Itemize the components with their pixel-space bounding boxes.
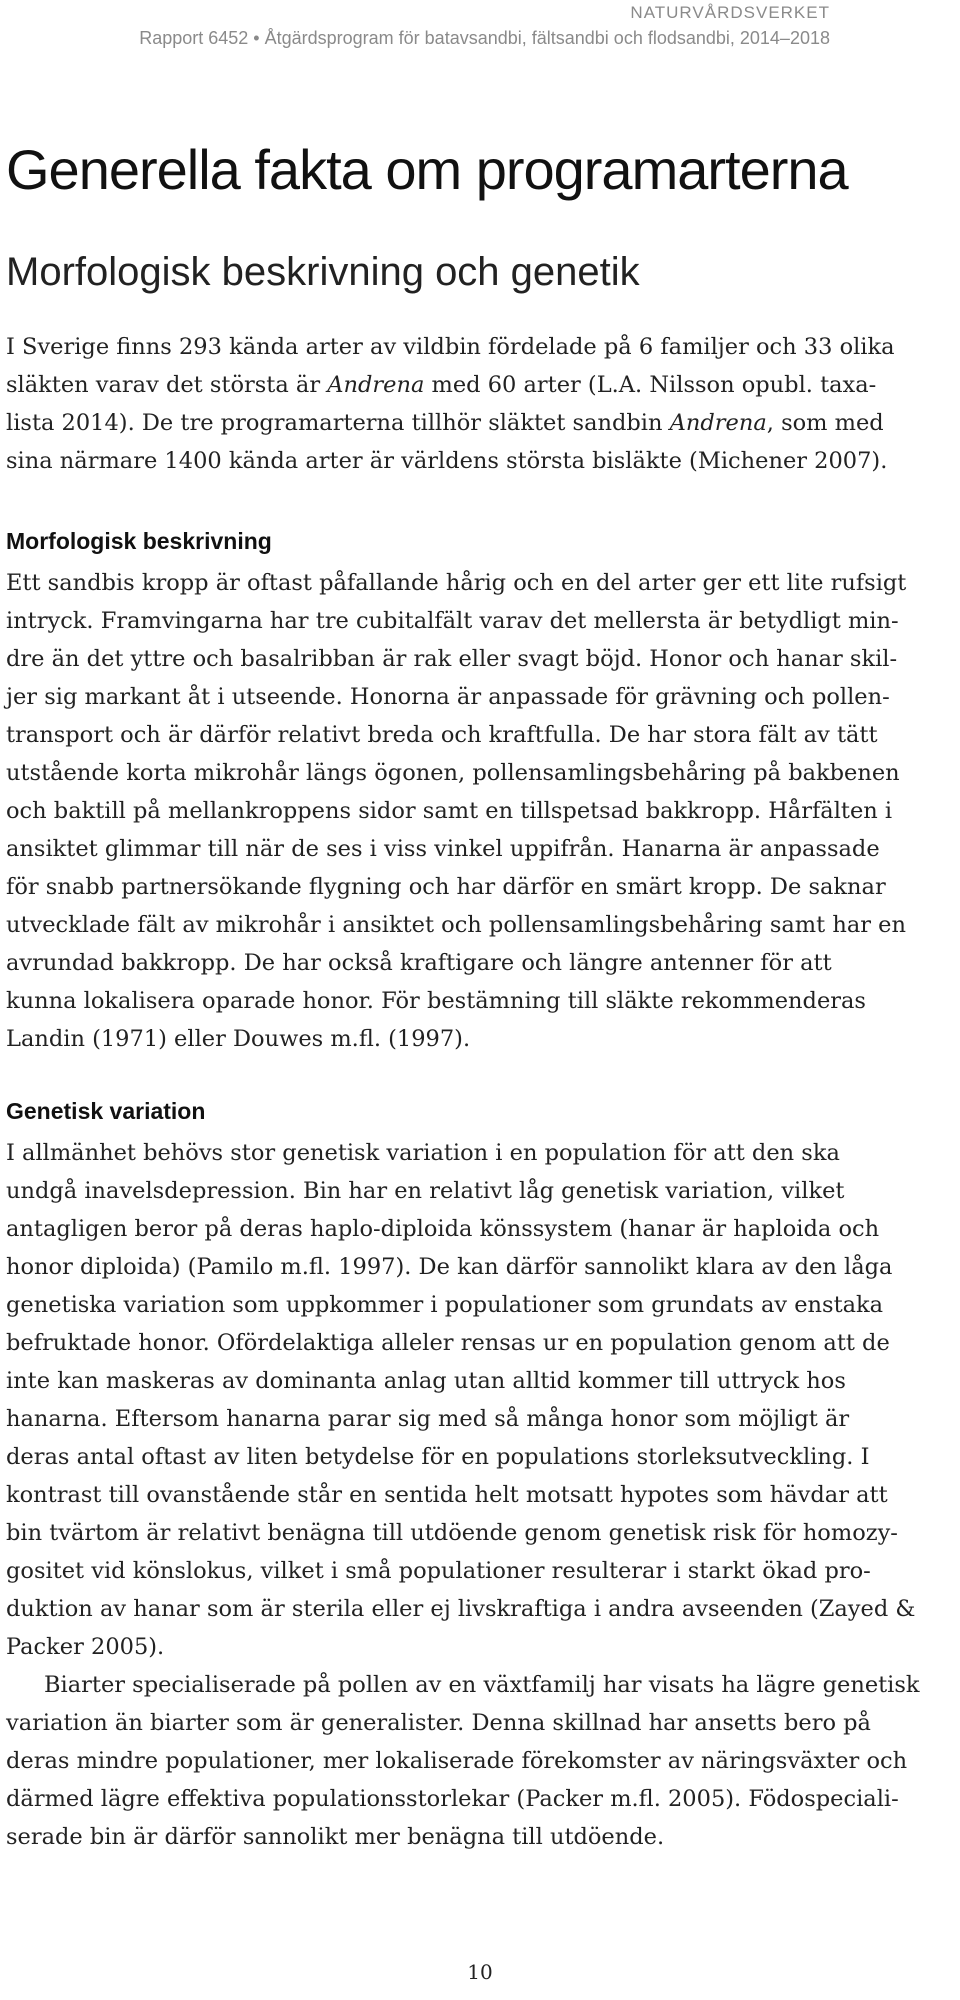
text-line: deras antal oftast av liten betydelse för en populations storleksutveckling. I xyxy=(6,1444,870,1470)
page-title: Generella fakta om programarterna xyxy=(6,138,848,201)
text-line: honor diploida) (Pamilo m.fl. 1997). De kan därför sannolikt klara av den låga xyxy=(6,1254,893,1280)
page-number: 10 xyxy=(467,1960,493,1984)
genetic-variation-heading: Genetisk variation xyxy=(6,1098,206,1124)
text-line: avrundad bakkropp. De har också kraftigare och längre antenner för att xyxy=(6,950,832,976)
text-line: Ett sandbis kropp är oftast påfallande hårig och en del arter ger ett lite rufsigt xyxy=(6,570,907,596)
text-line: serade bin är därför sannolikt mer benägna till utdöende. xyxy=(6,1824,665,1850)
text-line: utstående korta mikrohår längs ögonen, pollensamlingsbehåring på bakbenen xyxy=(6,760,900,786)
morphology-paragraph xyxy=(6,564,951,1058)
intro-paragraph xyxy=(6,328,951,480)
genetic-paragraph-1 xyxy=(6,1134,951,1666)
text-line: I allmänhet behövs stor genetisk variation i en population för att den ska xyxy=(6,1140,840,1166)
text-line: I Sverige finns 293 kända arter av vildbin fördelade på 6 familjer och 33 olika xyxy=(6,334,895,360)
page-header xyxy=(139,2,830,52)
organization-name: NATURVÅRDSVERKET xyxy=(630,3,830,22)
text-line: för snabb partnersökande flygning och har därför en smärt kropp. De saknar xyxy=(6,874,886,900)
text-line: intryck. Framvingarna har tre cubitalfält varav det mellersta är betydligt min- xyxy=(6,608,899,634)
text-line: kontrast till ovanstående står en sentida helt motsatt hypotes som hävdar att xyxy=(6,1482,888,1508)
text-line: deras mindre populationer, mer lokaliserade förekomster av näringsväxter och xyxy=(6,1748,908,1774)
text-line: Packer 2005). xyxy=(6,1634,165,1660)
text-line: släkten varav det största är Andrena med 60 arter (L.A. Nilsson opubl. taxa- xyxy=(6,372,877,398)
text-line: transport och är därför relativt breda och kraftfulla. De har stora fält av tätt xyxy=(6,722,878,748)
text-line: kunna lokalisera oparade honor. För bestämning till släkte rekommenderas xyxy=(6,988,866,1014)
genetic-paragraph-2 xyxy=(6,1666,951,1856)
section-title: Morfologisk beskrivning och genetik xyxy=(6,250,640,294)
text-line: Landin (1971) eller Douwes m.fl. (1997). xyxy=(6,1026,471,1052)
text-line: variation än biarter som är generalister. Denna skillnad har ansetts bero på xyxy=(6,1710,871,1736)
text-line: och baktill på mellankroppens sidor samt en tillspetsad bakkropp. Hårfälten i xyxy=(6,798,893,824)
text-line: ansiktet glimmar till när de ses i viss vinkel uppifrån. Hanarna är anpassade xyxy=(6,836,880,862)
text-line: inte kan maskeras av dominanta anlag utan alltid kommer till uttryck hos xyxy=(6,1368,846,1394)
text-line: Biarter specialiserade på pollen av en växtfamilj har visats ha lägre genetisk xyxy=(44,1672,920,1698)
text-line: lista 2014). De tre programarterna tillhör släktet sandbin Andrena, som med xyxy=(6,410,884,436)
report-title: Rapport 6452 • Åtgärdsprogram för batavsandbi, fältsandbi och flodsandbi, 2014–2018 xyxy=(139,28,830,48)
text-line: befruktade honor. Ofördelaktiga alleler rensas ur en population genom att de xyxy=(6,1330,890,1356)
text-line: utvecklade fält av mikrohår i ansiktet och pollensamlingsbehåring samt har en xyxy=(6,912,906,938)
text-line: undgå inavelsdepression. Bin har en relativt låg genetisk variation, vilket xyxy=(6,1178,845,1204)
text-line: bin tvärtom är relativt benägna till utdöende genom genetisk risk för homozy- xyxy=(6,1520,898,1546)
text-line: gositet vid könslokus, vilket i små populationer resulterar i starkt ökad pro- xyxy=(6,1558,871,1584)
text-line: genetiska variation som uppkommer i populationer som grundats av enstaka xyxy=(6,1292,884,1318)
text-line: hanarna. Eftersom hanarna parar sig med så många honor som möjligt är xyxy=(6,1406,850,1432)
text-line: sina närmare 1400 kända arter är världens största bisläkte (Michener 2007). xyxy=(6,448,888,474)
morphology-heading: Morfologisk beskrivning xyxy=(6,528,272,554)
text-line: därmed lägre effektiva populationsstorlekar (Packer m.fl. 2005). Födospeciali- xyxy=(6,1786,899,1812)
text-line: duktion av hanar som är sterila eller ej livskraftiga i andra avseenden (Zayed & xyxy=(6,1596,916,1622)
text-line: dre än det yttre och basalribban är rak eller svagt böjd. Honor och hanar skil- xyxy=(6,646,898,672)
text-line: jer sig markant åt i utseende. Honorna är anpassade för grävning och pollen- xyxy=(6,684,890,710)
text-line: antagligen beror på deras haplo-diploida könssystem (hanar är haploida och xyxy=(6,1216,880,1242)
